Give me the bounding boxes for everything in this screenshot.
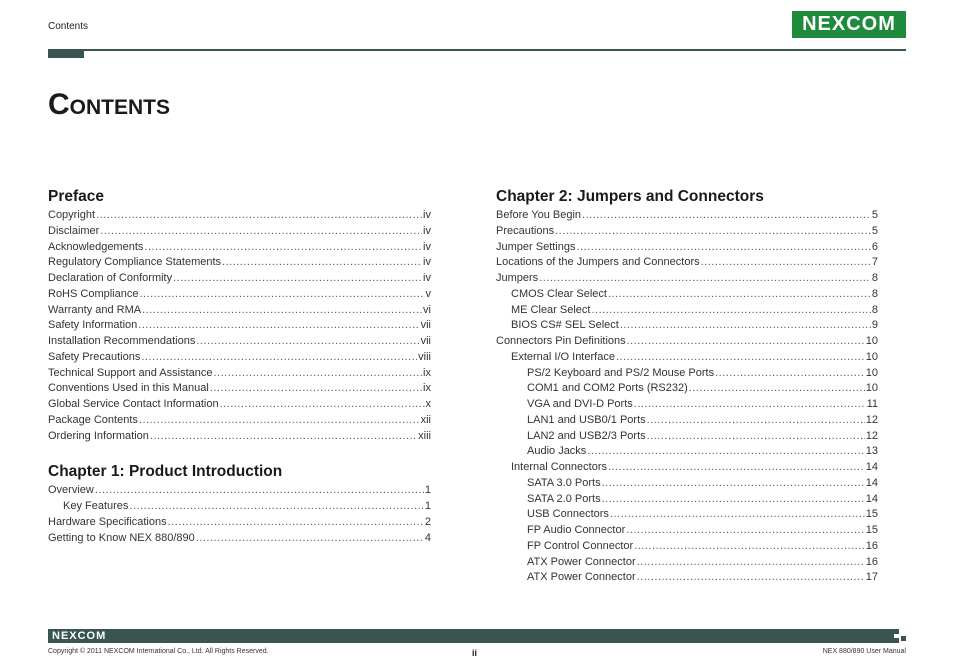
toc-entry[interactable]: FP Audio Connector ..... 15 xyxy=(496,523,878,539)
toc-entry[interactable]: Connectors Pin Definitions ..... 10 xyxy=(496,334,878,350)
toc-entry[interactable]: Package Contents ..... xii xyxy=(48,413,431,429)
toc-entry[interactable]: Locations of the Jumpers and Connectors ..... 7 xyxy=(496,255,878,271)
preface-heading: Preface xyxy=(48,188,105,205)
toc-entry[interactable]: Overview ..... 1 xyxy=(48,483,431,499)
footer-bar xyxy=(48,629,906,643)
toc-entry[interactable]: PS/2 Keyboard and PS/2 Mouse Ports ..... 10 xyxy=(496,366,878,382)
toc-entry[interactable]: FP Control Connector ..... 16 xyxy=(496,539,878,555)
toc-entry[interactable]: Key Features ..... 1 xyxy=(48,499,431,515)
toc-entry[interactable]: USB Connectors ..... 15 xyxy=(496,507,878,523)
footer-manual-name: NEX 880/890 User Manual xyxy=(822,648,906,655)
header-rule xyxy=(48,49,906,51)
toc-entry[interactable]: Acknowledgements ..... iv xyxy=(48,240,431,256)
toc-entry[interactable]: Audio Jacks ..... 13 xyxy=(496,444,878,460)
toc-entry[interactable]: Precautions ..... 5 xyxy=(496,224,878,240)
nexcom-logo: NEXCOM xyxy=(792,11,906,38)
toc-entry[interactable]: LAN2 and USB2/3 Ports ..... 12 xyxy=(496,429,878,445)
toc-entry[interactable]: ATX Power Connector ..... 17 xyxy=(496,570,878,586)
toc-entry[interactable]: SATA 2.0 Ports ..... 14 xyxy=(496,492,878,508)
chapter2-heading: Chapter 2: Jumpers and Connectors xyxy=(496,188,764,205)
toc-entry[interactable]: Jumper Settings ..... 6 xyxy=(496,240,878,256)
toc-entry[interactable]: Jumpers ..... 8 xyxy=(496,271,878,287)
toc-entry[interactable]: Technical Support and Assistance ..... ix xyxy=(48,366,431,382)
toc-entry[interactable]: Disclaimer ..... iv xyxy=(48,224,431,240)
page-title: Contents xyxy=(48,88,170,121)
toc-entry[interactable]: Safety Information ..... vii xyxy=(48,318,431,334)
toc-entry[interactable]: Regulatory Compliance Statements ..... iv xyxy=(48,255,431,271)
toc-entry[interactable]: Installation Recommendations ..... vii xyxy=(48,334,431,350)
chapter1-heading: Chapter 1: Product Introduction xyxy=(48,463,283,481)
chapter2-list xyxy=(496,208,878,586)
footer-corner-icon xyxy=(894,629,906,643)
toc-entry[interactable]: COM1 and COM2 Ports (RS232) ..... 10 xyxy=(496,381,878,397)
toc-entry[interactable]: Internal Connectors ..... 14 xyxy=(496,460,878,476)
footer-logo: NEXCOM xyxy=(52,630,107,642)
toc-entry[interactable]: ATX Power Connector ..... 16 xyxy=(496,555,878,571)
footer-copyright: Copyright © 2011 NEXCOM International Co., Ltd. All Rights Reserved. xyxy=(48,648,269,655)
chapter1-list xyxy=(48,483,431,546)
toc-entry[interactable]: Getting to Know NEX 880/890 ..... 4 xyxy=(48,531,431,547)
toc-entry[interactable]: Hardware Specifications ..... 2 xyxy=(48,515,431,531)
toc-entry[interactable]: External I/O Interface ..... 10 xyxy=(496,350,878,366)
toc-entry[interactable]: SATA 3.0 Ports ..... 14 xyxy=(496,476,878,492)
running-header: Contents xyxy=(48,21,89,32)
toc-entry[interactable]: RoHS Compliance ..... v xyxy=(48,287,431,303)
toc-entry[interactable]: Safety Precautions ..... viii xyxy=(48,350,431,366)
toc-entry[interactable]: Global Service Contact Information ..... x xyxy=(48,397,431,413)
preface-list xyxy=(48,208,431,444)
header-accent-block xyxy=(48,49,84,58)
page-number: ii xyxy=(472,648,478,658)
toc-entry[interactable]: Before You Begin ..... 5 xyxy=(496,208,878,224)
toc-entry[interactable]: Ordering Information ..... xiii xyxy=(48,429,431,445)
toc-right-column xyxy=(496,186,878,586)
toc-entry[interactable]: ME Clear Select ..... 8 xyxy=(496,303,878,319)
toc-entry[interactable]: Declaration of Conformity ..... iv xyxy=(48,271,431,287)
toc-entry[interactable]: BIOS CS# SEL Select ..... 9 xyxy=(496,318,878,334)
toc-entry[interactable]: CMOS Clear Select ..... 8 xyxy=(496,287,878,303)
toc-entry[interactable]: LAN1 and USB0/1 Ports ..... 12 xyxy=(496,413,878,429)
toc-entry[interactable]: Warranty and RMA ..... vi xyxy=(48,303,431,319)
toc-entry[interactable]: VGA and DVI-D Ports ..... 11 xyxy=(496,397,878,413)
toc-left-column xyxy=(48,186,431,546)
toc-entry[interactable]: Conventions Used in this Manual ..... ix xyxy=(48,381,431,397)
toc-entry[interactable]: Copyright ..... iv xyxy=(48,208,431,224)
